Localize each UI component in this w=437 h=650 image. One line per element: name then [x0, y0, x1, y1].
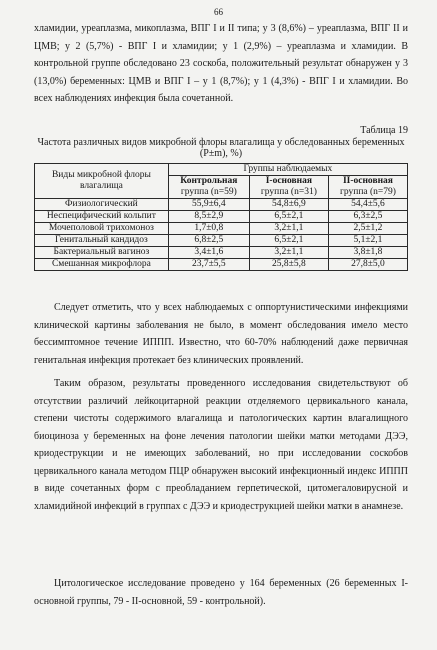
- top-paragraph: хламидии, уреаплазма, микоплазма, ВПГ I и II типа; у 3 (8,6%) – уреаплазма, ВПГ II и ЦМВ; у 2 (5,7%) - ВПГ I и хламидии; у 1 (2,9%) – уреаплазма и хламидии. В контрольной группе обследовано 23 соскоба, положительный результат обнаружен у 3 (13,0%) беременных: ЦМВ и ВПГ I – у 1 (8,7%); у 1 (4,3%) - ВПГ I и хламидии. Во всех наблюдениях инфекция была сочетанной.: [34, 23, 408, 104]
- microflora-table: [34, 163, 408, 271]
- row-label: Бактериальный вагиноз: [35, 247, 169, 259]
- cell-value: 6,5±2,1: [249, 211, 328, 223]
- table-row: [35, 259, 408, 271]
- cell-value: 3,2±1,1: [249, 247, 328, 259]
- table-row: [35, 199, 408, 211]
- row-label: Физиологический: [35, 199, 169, 211]
- column-sub: группа (n=59): [180, 187, 237, 197]
- table-row: [35, 223, 408, 235]
- cell-value: 6,8±2,5: [168, 235, 249, 247]
- column-header-main2: [328, 176, 407, 199]
- cell-value: 3,8±1,8: [328, 247, 407, 259]
- column-name: II-основная: [342, 176, 393, 186]
- table-row: [35, 211, 408, 223]
- paragraph-conclusion: Таким образом, результаты проведенного исследования свидетельствуют об отсутствии различий лейкоцитарной реакции отделяемого цервикального канала, степени чистоты содержимого влагалища и патологических картин влагалищного биоциноза у беременных на фоне лечения патологии шейки матки методами ДЭЭ, криодеструкции и не имеющих заболеваний, но при исследовании соскобов цервикального канала методом ПЦР обнаружен высокий инфекционный индекс ИППП в виде сочетанных форм с преобладанием герпетической, цитомегаловирусной и хламидийной инфекций в группах с ДЭЭ и криодеструкцией шейки матки в анамнезе.: [34, 378, 408, 512]
- row-header-cell: Виды микробной флоры влагалища: [35, 164, 169, 199]
- row-label: Мочеполовой трихомоноз: [35, 223, 169, 235]
- row-label: Смешанная микрофлора: [35, 259, 169, 271]
- column-sub: группа (n=31): [260, 187, 317, 197]
- table-row: [35, 247, 408, 259]
- paragraph-cytology: Цитологическое исследование проведено у 164 беременных (26 беременных I-основной группы, 79 - II-основной, 59 - контрольной).: [34, 578, 408, 607]
- cell-value: 3,4±1,6: [168, 247, 249, 259]
- cell-value: 25,8±5,8: [249, 259, 328, 271]
- cell-value: 23,7±5,5: [168, 259, 249, 271]
- cell-value: 8,5±2,9: [168, 211, 249, 223]
- cell-value: 55,9±6,4: [168, 199, 249, 211]
- row-label: Генитальный кандидоз: [35, 235, 169, 247]
- column-sub: группа (n=79): [339, 187, 396, 197]
- cell-value: 54,8±6,9: [249, 199, 328, 211]
- cell-value: 5,1±2,1: [328, 235, 407, 247]
- cell-value: 54,4±5,6: [328, 199, 407, 211]
- cell-value: 27,8±5,0: [328, 259, 407, 271]
- cell-value: 6,5±2,1: [249, 235, 328, 247]
- table-caption: Таблица 19: [360, 125, 408, 136]
- column-header-control: [168, 176, 249, 199]
- table-title: Частота различных видов микробной флоры влагалища у обследованных беременных (P±m), %): [37, 137, 405, 159]
- page-number: 66: [214, 7, 223, 17]
- row-label: Неспецифический кольпит: [35, 211, 169, 223]
- cell-value: 1,7±0,8: [168, 223, 249, 235]
- cell-value: 2,5±1,2: [328, 223, 407, 235]
- paragraph-opportunistic: Следует отметить, что у всех наблюдаемых с оппортунистическими инфекциями клинической картины заболевания не было, в момент обследования имело место бессимптомное течение ИППП. Известно, что 60-70% наблюдений даже первичная генитальная инфекция протекает без клинических проявлений.: [34, 302, 408, 366]
- column-header-main1: [249, 176, 328, 199]
- column-name: I-основная: [265, 176, 313, 186]
- table-row: [35, 235, 408, 247]
- cell-value: 3,2±1,1: [249, 223, 328, 235]
- group-header-cell: Группы наблюдаемых: [168, 164, 407, 176]
- column-name: Контрольная: [180, 176, 238, 186]
- cell-value: 6,3±2,5: [328, 211, 407, 223]
